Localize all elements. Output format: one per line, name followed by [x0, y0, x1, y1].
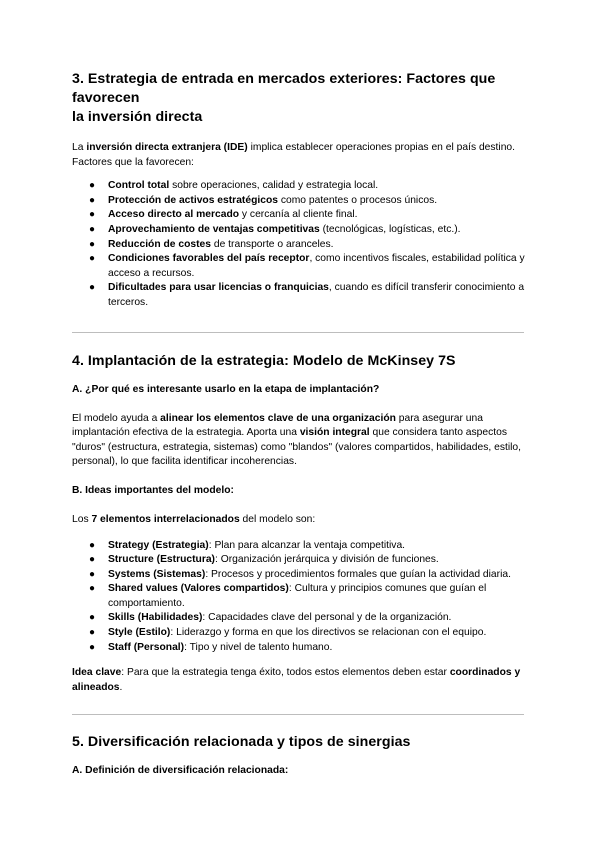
list-item [72, 194, 528, 209]
bullet-icon: ● [89, 627, 96, 639]
item-text: : Liderazgo y forma en que los directivos se relacionan con el equipo. [170, 627, 487, 639]
bullet-icon: ● [89, 223, 96, 235]
item-bold: Structure (Estructura) [108, 554, 215, 566]
bullet-icon: ● [89, 238, 96, 250]
key-idea-text: . [119, 681, 123, 693]
item-bold: Control total [108, 180, 170, 192]
item-bold: Strategy (Estrategia) [108, 539, 209, 551]
section-5-title: 5. Diversificación relacionada y tipos de sinergias [72, 734, 411, 751]
section-divider [72, 332, 524, 333]
bullet-icon: ● [89, 539, 96, 551]
list-item [72, 238, 528, 253]
list-item [72, 582, 528, 611]
list-item [72, 641, 528, 656]
para-text: para asegurar una implantación efectiva de la estrategia. Aporta una [72, 412, 483, 439]
bullet-icon: ● [89, 194, 96, 206]
list-item [72, 611, 528, 626]
item-bold: Acceso directo al mercado [108, 209, 240, 221]
section-3-title [72, 70, 528, 127]
bullet-icon: ● [89, 253, 96, 265]
item-bold: Shared values (Valores compartidos) [108, 583, 289, 595]
intro-text: La [72, 142, 87, 153]
para-text: Los [72, 513, 92, 525]
key-idea-bold: coordinados y alineados [72, 667, 521, 693]
bullet-icon: ● [89, 583, 96, 595]
section-4-sub-a: A. ¿Por qué es interesante usarlo en la etapa de implantación? [72, 383, 380, 395]
section-4-para-b [72, 513, 528, 528]
section-4-7s-list [72, 539, 528, 656]
bullet-icon: ● [89, 554, 96, 566]
section-3-intro [72, 141, 528, 170]
list-item [72, 208, 528, 223]
section-5-sub-a: A. Definición de diversificación relacionada: [72, 765, 289, 777]
item-bold: Reducción de costes [108, 238, 211, 250]
intro-bold: inversión directa extranjera (IDE) [86, 142, 248, 153]
para-bold: alinear los elementos clave de una organización [160, 412, 396, 424]
section-3-factor-list [72, 179, 528, 310]
item-text: , cuando es difícil transferir conocimiento a terceros. [108, 282, 525, 308]
list-item [72, 281, 528, 310]
item-text: : Tipo y nivel de talento humano. [184, 641, 333, 653]
bullet-icon: ● [89, 568, 96, 580]
item-text: como patentes o procesos únicos. [277, 194, 438, 206]
bullet-icon: ● [89, 209, 96, 221]
section-4-para-a [72, 412, 528, 470]
item-text: de transporte o aranceles. [211, 238, 334, 250]
section-divider [72, 714, 524, 715]
item-bold: Aprovechamiento de ventajas competitivas [108, 223, 320, 235]
list-item [72, 626, 528, 641]
intro-text: implica establecer operaciones propias en el país destino. Factores que la favorecen: [72, 142, 516, 168]
para-text: El modelo ayuda a [72, 412, 161, 424]
section-3-title-line1: 3. Estrategia de entrada en mercados exteriores: Factores que favorecen [72, 71, 496, 106]
item-text: : Procesos y procedimientos formales que guían la actividad diaria. [205, 568, 511, 580]
list-item [72, 179, 528, 194]
item-text: y cercanía al cliente final. [239, 209, 358, 221]
item-text: sobre operaciones, calidad y estrategia local. [169, 180, 379, 192]
section-4-key-idea [72, 666, 528, 695]
list-item [72, 553, 528, 568]
item-bold: Skills (Habilidades) [108, 612, 203, 624]
list-item [72, 252, 528, 281]
document-page [72, 70, 528, 778]
bullet-icon: ● [89, 180, 96, 192]
key-idea-text: : Para que la estrategia tenga éxito, todos estos elementos deben estar [121, 667, 450, 679]
section-4-title: 4. Implantación de la estrategia: Modelo de McKinsey 7S [72, 352, 456, 369]
section-4-sub-b: B. Ideas importantes del modelo: [72, 484, 234, 496]
item-text: , como incentivos fiscales, estabilidad política y acceso a recursos. [108, 253, 525, 279]
para-bold: 7 elementos interrelacionados [91, 513, 240, 525]
item-bold: Condiciones favorables del país receptor [108, 253, 310, 265]
para-text: del modelo son: [239, 513, 316, 525]
item-text: : Organización jerárquica y división de funciones. [215, 554, 439, 566]
para-bold: visión integral [299, 427, 370, 439]
item-bold: Staff (Personal) [108, 641, 185, 653]
bullet-icon: ● [89, 282, 96, 294]
item-text: (tecnológicas, logísticas, etc.). [319, 223, 461, 235]
item-bold: Protección de activos estratégicos [108, 194, 278, 206]
list-item [72, 568, 528, 583]
item-bold: Dificultades para usar licencias o franquicias [108, 282, 329, 294]
item-text: : Capacidades clave del personal y de la organización. [202, 612, 452, 624]
item-bold: Style (Estilo) [108, 627, 171, 639]
item-text: : Cultura y principios comunes que guían el comportamiento. [108, 583, 487, 609]
section-3-title-line2: la inversión directa [72, 109, 203, 125]
bullet-icon: ● [89, 612, 96, 624]
para-text: que considera tanto aspectos "duros" (estructura, estrategia, sistemas) como "blandos" (valores compartidos, habilidades, estilo, personal), lo que facilita identificar incoherencias. [72, 427, 522, 468]
list-item [72, 539, 528, 554]
bullet-icon: ● [89, 641, 96, 653]
item-text: : Plan para alcanzar la ventaja competitiva. [208, 539, 406, 551]
key-idea-label: Idea clave [72, 667, 122, 679]
list-item [72, 223, 528, 238]
item-bold: Systems (Sistemas) [108, 568, 206, 580]
